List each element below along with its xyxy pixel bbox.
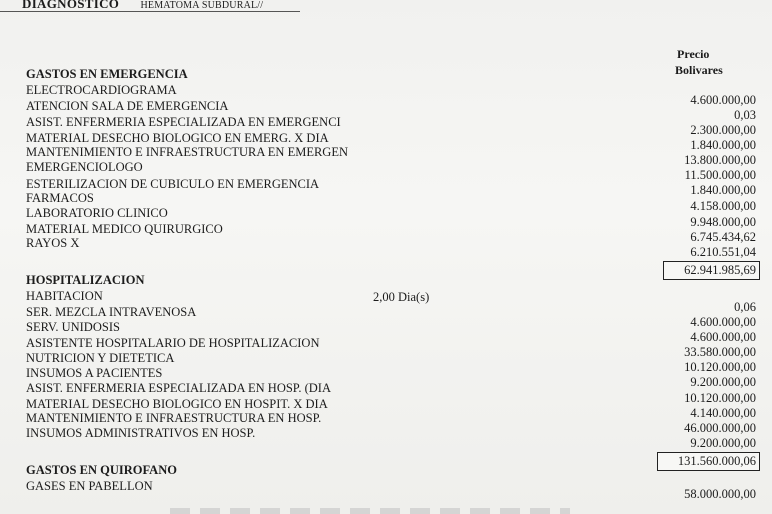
line-item-amount: 58.000.000,00: [684, 487, 756, 501]
line-item-label: SER. MEZCLA INTRAVENOSA: [26, 305, 197, 319]
line-item-amount: 13.800.000,00: [684, 153, 756, 167]
line-item-label: RAYOS X: [26, 236, 80, 250]
line-item-label: ASISTENTE HOSPITALARIO DE HOSPITALIZACION: [26, 336, 320, 350]
line-item-label: INSUMOS A PACIENTES: [26, 366, 163, 380]
line-item-label: FARMACOS: [26, 191, 94, 205]
line-item-amount: 33.580.000,00: [684, 345, 756, 359]
line-item-label: EMERGENCIOLOGO: [26, 160, 143, 174]
line-item-amount: 4.600.000,00: [690, 330, 756, 344]
line-item-label: MATERIAL DESECHO BIOLOGICO EN EMERG. X DIA: [26, 131, 329, 145]
line-item-amount: 6.210.551,04: [690, 245, 756, 259]
line-item-label: ASIST. ENFERMERIA ESPECIALIZADA EN HOSP. (DIA: [26, 381, 331, 395]
line-item-amount: 10.120.000,00: [684, 360, 756, 374]
line-item-label: MANTENIMIENTO E INFRAESTRUCTURA EN HOSP.: [26, 411, 322, 425]
line-item-amount: 4.600.000,00: [690, 315, 756, 329]
line-item-label: LABORATORIO CLINICO: [26, 206, 168, 220]
line-item-amount: 4.600.000,00: [690, 93, 756, 107]
line-item-amount: 2.300.000,00: [690, 123, 756, 137]
line-item-amount: 0,03: [734, 108, 756, 122]
diagnosis-header: [22, 0, 263, 12]
line-item-label: MATERIAL MEDICO QUIRURGICO: [26, 222, 223, 236]
line-item-label: SERV. UNIDOSIS: [26, 320, 120, 334]
section-title-hospitalizacion: HOSPITALIZACION: [26, 273, 145, 287]
line-item-amount: 6.745.434,62: [690, 230, 756, 244]
section-title-emergencia: GASTOS EN EMERGENCIA: [26, 67, 188, 81]
line-item-label: GASES EN PABELLON: [26, 479, 153, 493]
diagnosis-label: DIAGNOSTICO: [22, 0, 120, 11]
section-total-emergencia: 62.941.985,69: [663, 261, 760, 280]
line-item-amount: 9.200.000,00: [690, 375, 756, 389]
line-item-label: MATERIAL DESECHO BIOLOGICO EN HOSPIT. X DIA: [26, 397, 328, 411]
line-item-amount: 9.948.000,00: [690, 215, 756, 229]
line-item-amount: 11.500.000,00: [684, 168, 756, 182]
line-item-amount: 46.000.000,00: [684, 421, 756, 435]
line-item-amount: 4.158.000,00: [690, 199, 756, 213]
line-item-label: ASIST. ENFERMERIA ESPECIALIZADA EN EMERGENCI: [26, 115, 341, 129]
line-item-label: NUTRICION Y DIETETICA: [26, 351, 175, 365]
line-item-label: ESTERILIZACION DE CUBICULO EN EMERGENCIA: [26, 177, 320, 191]
price-header-line2: Bolivares: [675, 63, 723, 77]
price-header-line1: Precio: [677, 47, 710, 61]
line-item-label: INSUMOS ADMINISTRATIVOS EN HOSP.: [26, 426, 256, 440]
quantity-days: 2,00 Dia(s): [373, 290, 430, 304]
line-item-label: MANTENIMIENTO E INFRAESTRUCTURA EN EMERGEN: [26, 145, 348, 159]
header-rule: [0, 11, 300, 12]
price-column-header: [675, 46, 723, 78]
line-item-label: ATENCION SALA DE EMERGENCIA: [26, 99, 229, 113]
line-item-amount: 10.120.000,00: [684, 391, 756, 405]
line-item-label: ELECTROCARDIOGRAMA: [26, 83, 177, 97]
line-item-amount: 9.200.000,00: [690, 436, 756, 450]
line-item-amount: 0,06: [734, 300, 756, 314]
diagnosis-value: HEMATOMA SUBDURAL//: [140, 0, 264, 11]
line-item-amount: 1.840.000,00: [690, 138, 756, 152]
line-item-label: HABITACION: [26, 289, 103, 303]
section-title-quirofano: GASTOS EN QUIROFANO: [26, 463, 177, 477]
cut-off-text-fragment: [170, 508, 570, 514]
section-total-hospitalizacion: 131.560.000,06: [657, 452, 760, 471]
line-item-amount: 1.840.000,00: [690, 183, 756, 197]
line-item-amount: 4.140.000,00: [690, 406, 756, 420]
